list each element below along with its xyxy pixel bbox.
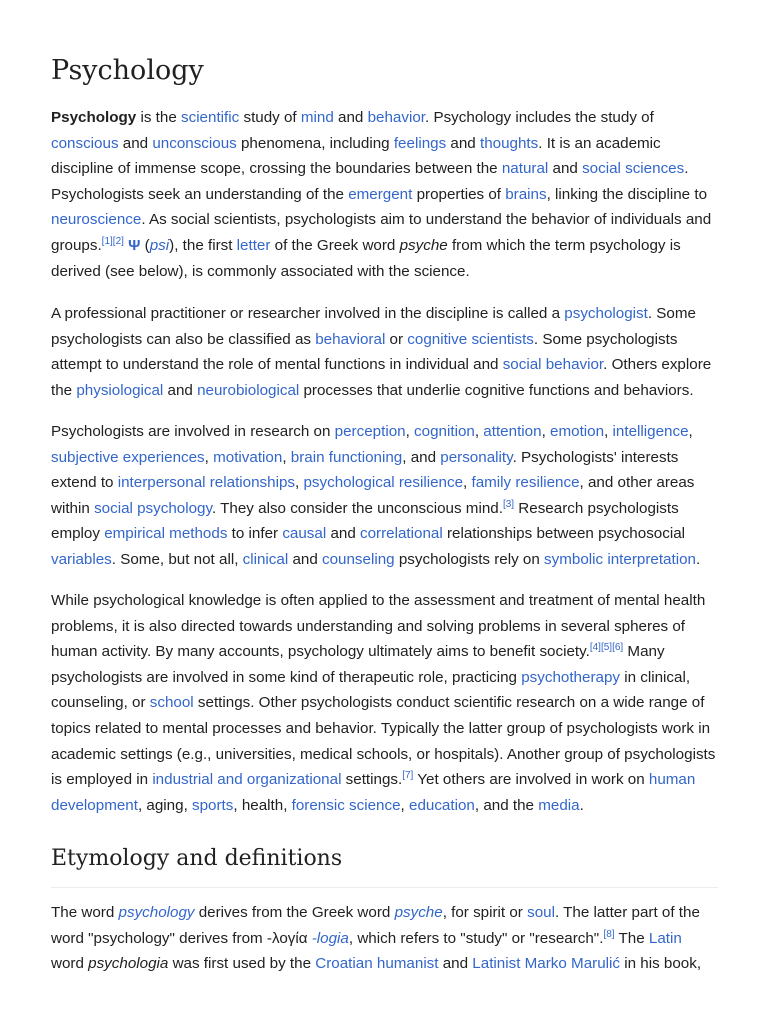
link-psychology-word[interactable]: psychology — [118, 904, 195, 921]
link-education[interactable]: education — [409, 796, 475, 814]
paragraph-applications: While psychological knowledge is often applied to the assessment and treatment of mental health problems, it is also directed towards understanding and solving problems in several spheres of human activity. By many accounts, psychology ultimately aims to benefit society.[4][5][6] Many psychologists are involved in some kind of therapeutic role, practicing psychotherapy in clinical, counseling, or school settings. Other psychologists conduct scientific research on a wide range of topics related to mental processes and behavior. Typically the latter group of psychologists work in academic settings (e.g., universities, medical schools, or hospitals). Another group of psychologists is employed in industrial and organizational settings.[7] Yet others are involved in work on human development, aging, sports, health, forensic science, education, and the media. — [51, 592, 716, 814]
link-croatian-humanist[interactable]: Croatian humanist — [315, 955, 439, 973]
citation-8[interactable]: [8] — [603, 928, 615, 940]
link-thoughts[interactable]: thoughts — [479, 134, 539, 152]
link-cognitive-scientists[interactable]: cognitive scientists — [407, 330, 534, 348]
paragraph-research: Psychologists are involved in research on perception, cognition, attention, emotion, intelligence, subjective experiences, motivation, brain functioning, and personality. Psychologists' interests extend to interpersonal relationships, psychological resilience, family resilience, and other areas within social psychology. They also consider the unconscious mind.[3] Research psychologists employ empirical methods to infer causal and correlational relationships between psychosocial variables. Some, but not all, clinical and counseling psychologists rely on symbolic interpretation. — [51, 423, 701, 568]
link-subjective-experiences[interactable]: subjective experiences — [51, 448, 205, 466]
link-school[interactable]: school — [149, 694, 194, 712]
link-physiological[interactable]: physiological — [76, 381, 164, 399]
link-psychologist[interactable]: psychologist — [564, 305, 648, 322]
link-brains[interactable]: brains — [505, 185, 547, 203]
link-psyche[interactable]: psyche — [394, 904, 443, 921]
link-feelings[interactable]: feelings — [393, 134, 447, 152]
link-neuroscience[interactable]: neuroscience — [51, 211, 142, 229]
citation-5[interactable]: [5] — [600, 642, 613, 654]
link-family-resilience[interactable]: family resilience — [471, 474, 580, 492]
link-attention[interactable]: attention — [483, 423, 542, 440]
link-natural[interactable]: natural — [501, 160, 549, 178]
link-personality[interactable]: personality — [440, 448, 513, 466]
link-marko-marulic[interactable]: Latinist Marko Marulić — [472, 955, 620, 973]
link-mind[interactable]: mind — [300, 109, 334, 126]
paragraph-intro: Psychology is the scientific study of mind and behavior. Psychology includes the study of conscious and unconscious phenomena, including feelings and thoughts. It is an academic discipline of immense scope, crossing the boundaries between the natural and social sciences. Psychologists seek an understanding of the emergent properties of brains, linking the discipline to neuroscience. As social scientists, psychologists aim to understand the behavior of individuals and groups.[1][2] Ψ (psi), the first letter of the Greek word psyche from which the term psychology is derived (see below), is commonly associated with the science. — [51, 109, 712, 280]
link-intelligence[interactable]: intelligence — [612, 423, 689, 440]
link-conscious[interactable]: conscious — [51, 134, 119, 152]
link-emotion[interactable]: emotion — [550, 423, 605, 440]
citation-4[interactable]: [4] — [589, 642, 601, 654]
link-counseling[interactable]: counseling — [322, 550, 395, 568]
link-psi[interactable]: psi — [149, 236, 170, 254]
link-motivation[interactable]: motivation — [213, 448, 283, 466]
psi-symbol[interactable]: Ψ — [128, 236, 141, 254]
link-latin[interactable]: Latin — [648, 929, 682, 947]
section-divider — [51, 887, 718, 888]
link-social-behavior[interactable]: social behavior — [502, 356, 604, 374]
link-behavioral[interactable]: behavioral — [315, 330, 386, 348]
link-cognition[interactable]: cognition — [414, 423, 475, 440]
link-industrial-organizational[interactable]: industrial and organizational — [152, 771, 342, 789]
link-behavior[interactable]: behavior — [367, 109, 426, 126]
link-causal[interactable]: causal — [282, 525, 327, 543]
link-neurobiological[interactable]: neurobiological — [197, 381, 300, 399]
citation-2[interactable]: [2] — [112, 235, 124, 247]
link-emergent[interactable]: emergent — [348, 185, 413, 203]
link-social-psychology[interactable]: social psychology — [94, 499, 212, 517]
citation-7[interactable]: [7] — [402, 770, 414, 782]
link-interpersonal-relationships[interactable]: interpersonal relationships — [117, 474, 296, 492]
link-scientific[interactable]: scientific — [181, 109, 240, 126]
link-brain-functioning[interactable]: brain functioning — [290, 448, 403, 466]
page-title: Psychology — [51, 55, 204, 86]
link-symbolic-interpretation[interactable]: symbolic interpretation — [544, 550, 696, 568]
paragraph-practitioner: A professional practitioner or researcher involved in the discipline is called a psychologist. Some psychologists can also be classified as behavioral or cognitive scientists. Some psychologists attempt to understand the role of mental functions in individual and social behavior. Others explore the physiological and neurobiological processes that underlie cognitive functions and behaviors. — [51, 305, 712, 399]
link-logia[interactable]: -logia — [311, 929, 349, 947]
link-correlational[interactable]: correlational — [360, 525, 443, 543]
link-empirical-methods[interactable]: empirical methods — [104, 525, 228, 543]
link-psychological-resilience[interactable]: psychological resilience — [303, 474, 464, 492]
bold-term: Psychology — [51, 109, 137, 126]
citation-1[interactable]: [1] — [101, 235, 113, 247]
citation-3[interactable]: [3] — [502, 498, 515, 510]
link-clinical[interactable]: clinical — [242, 550, 289, 568]
link-perception[interactable]: perception — [334, 423, 406, 440]
link-letter[interactable]: letter — [236, 236, 271, 254]
link-forensic-science[interactable]: forensic science — [291, 796, 401, 814]
link-psychotherapy[interactable]: psychotherapy — [521, 668, 620, 686]
link-unconscious[interactable]: unconscious — [152, 134, 237, 152]
citation-6[interactable]: [6] — [612, 642, 624, 654]
link-human-development[interactable]: human development — [51, 771, 696, 814]
link-sports[interactable]: sports — [192, 796, 234, 814]
section-heading-etymology: Etymology and definitions — [51, 846, 343, 871]
link-media[interactable]: media — [538, 796, 580, 814]
link-social-sciences[interactable]: social sciences — [582, 160, 685, 178]
paragraph-etymology: The word psychology derives from the Greek word psyche, for spirit or soul. The latter part of the word "psychology" derives from -λογία -logia, which refers to "study" or "research".[8] The Latin word psychologia was first used by the Croatian humanist and Latinist Marko Marulić in his book, — [51, 904, 702, 973]
link-variables[interactable]: variables — [51, 550, 112, 568]
link-soul[interactable]: soul — [527, 904, 555, 921]
